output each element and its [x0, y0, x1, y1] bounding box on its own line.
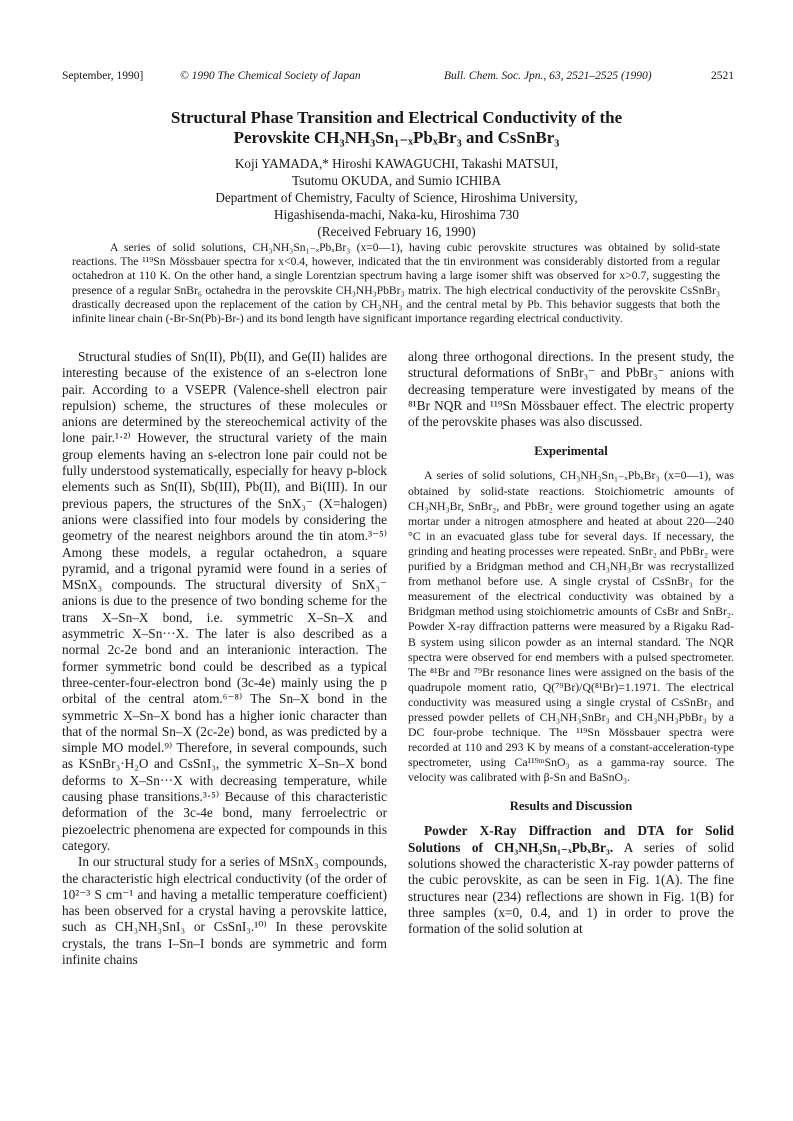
running-head [62, 70, 734, 86]
author-line-2: Tsutomu OKUDA, and Sumio ICHIBA [292, 173, 501, 188]
author-line-1: Koji YAMADA,* Hiroshi KAWAGUCHI, Takashi MATSUI, [234, 156, 559, 171]
copyright-notice: © 1990 The Chemical Society of Japan [180, 70, 361, 82]
intro-paragraph-1: Structural studies of Sn(II), Pb(II), and Ge(II) halides are interesting because of the existence of an s-electron lone pair. According to a VSEPR (Valence-shell electron pair repulsion) scheme, the structures of these molecules or anions are determined by the stereochemical activity of the lone pair.¹·²⁾ However, the structural variety of the main group elements having an s-electron lone pair could not be fully understood systematically, especially for heavy p-block elements such as Sn(II), Sb(III), Pb(II), and Bi(III). In our previous papers, the structures of the SnX₃⁻ (X=halogen) anions were classified into four models by considering the geometry of the nearest neighbors around the tin atom.³⁻⁵⁾ Among these models, a regular octahedron, a square pyramid, and a trigonal pyramid were found in a series of MSnX₃ compounds. The structural diversity of SnX₃⁻ anions is due to the presence of two bonding scheme for the trans X–Sn–X bond, i.e. symmetric X–Sn–X and asymmetric X–Sn···X. The later is also described as a normal 2c-2e bond and an interanionic interaction. The former symmetric bond could be described as a typical three-center-four-electron bond (3c-4e) mainly using the p orbital of the central atom.⁶⁻⁸⁾ The Sn–X bond in the symmetric X–Sn–X bond has a higher ionic character than that of the normal Sn–X (2c-2e) bond, as was predicted by a simple MO model.⁹⁾ Therefore, in several compounds, such as KSnBr₃·H₂O and CsSnI₃, the symmetric X–Sn–X bond deforms to X–Sn···X with decreasing temperature, while causing phase transitions.³·⁵⁾ Because of this characteristic deformation of the 3c-4e bond, many ferroelectric or piezoelectric phenomena are expected for compounds in this category. [62, 349, 387, 853]
intro-paragraph-2: In our structural study for a series of MSnX₃ compounds, the characteristic high electrical conductivity (of the order of 10²⁻³ S cm⁻¹ and having a metallic temperature coefficient) has been observed for a crystal having a perovskite lattice, such as CH₃NH₃SnI₃ or CsSnI₃.¹⁰⁾ In these perovskite crystals, the trans I–Sn–I bonds are symmetric and form infinite chains [62, 854, 387, 967]
title-line-2: Perovskite CH₃NH₃Sn₁₋ₓPbₓBr₃ and CsSnBr₃ [233, 128, 560, 147]
right-column [408, 349, 734, 938]
results-paragraph [408, 823, 734, 937]
issue-date: September, 1990] [62, 70, 144, 82]
intro-paragraph-3: along three orthogonal directions. In the present study, the structural deformations of SnBr₃⁻ and PbBr₃⁻ anions with decreasing temperature were investigated by means of the ⁸¹Br NQR and ¹¹⁹Sn Mössbauer effect. The electric property of the perovskite phases was also discussed. [408, 349, 734, 430]
affiliation-line-1: Department of Chemistry, Faculty of Science, Hiroshima University, [215, 190, 578, 205]
experimental-paragraph: A series of solid solutions, CH₃NH₃Sn₁₋ₓPbₓBr₃ (x=0—1), was obtained by solid-state reactions. Stoichiometric amounts of CH₃NH₃Br, SnBr₂, and PbBr₂ were ground together using an agate mortar under a nitrogen atmosphere and heated at about 220—240 °C in an evacuated glass tube for several days. If necessary, the grinding and heating processes were repeated. SnBr₂ and PbBr₂ were purified by a Bridgman method and CH₃NH₃Br was recrystallized from methanol before use. A single crystal of CsSnBr₃ for the measurement of the electrical conductivity was obtained by a Bridgman method using stoichiometric amounts of CsBr and SnBr₂. Powder X-ray diffraction patterns were measured by a Rigaku Rad-B system using silicon powder as an internal standard. The NQR spectra were observed for end members with a pulsed spectrometer. The ⁸¹Br and ⁷⁹Br resonance lines were assigned on the basis of the quadrupole moment ratio, Q(⁷⁹Br)/Q(⁸¹Br)=1.1971. The electrical conductivity was measured using a single crystal of CsSnBr₃ and pressed powder pellets of CH₃NH₃SnBr₃ and CH₃NH₃PbBr₃ by a DC four-probe technique. The ¹¹⁹Sn Mössbauer spectra were recorded at 110 and 293 K by means of a constant-acceleration-type spectrometer, using Ca¹¹⁹ᵐSnO₃ as a gamma-ray source. The velocity was calibrated with β-Sn and BaSnO₃. [408, 468, 734, 785]
received-date: (Received February 16, 1990) [317, 224, 476, 239]
page-number: 2521 [711, 70, 734, 82]
results-subheading: Powder X-Ray Diffraction and DTA for Solid Solutions of CH₃NH₃Sn₁₋ₓPbₓBr₃. [408, 823, 734, 855]
results-text: A series of solid solutions showed the characteristic X-ray powder patterns of the cubic perovskite, as can be seen in Fig. 1(A). The fine structures near (234) reflections are shown in Fig. 1(B) for three samples (x=0, 0.4, and 1) in order to prove the formation of the solid solution at [408, 839, 734, 937]
abstract-text: A series of solid solutions, CH₃NH₃Sn₁₋ₓPbₓBr₃ (x=0—1), having cubic perovskite structures was obtained by solid-state reactions. The ¹¹⁹Sn Mössbauer spectra for x<0.4, however, indicated that the tin environment was considerably distorted from a regular octahedron at 110 K. On the other hand, a single Lorentzian spectrum having a large isomer shift was observed for x>0.7, suggesting the presence of a regular SnBr₆ octahedra in the perovskite CH₃NH₃PbBr₃ matrix. The high electrical conductivity of the perovskite CsSnBr₃ drastically decreased upon the replacement of the cation by CH₃NH₃ and the central metal by Pb. This behavior suggests that both the infinite linear chain (-Br-Sn(Pb)-Br-) and its bond length have significant importance regarding electrical conductivity. [72, 241, 720, 326]
results-heading: Results and Discussion [509, 799, 633, 814]
author-block [60, 155, 733, 240]
experimental-heading: Experimental [534, 444, 608, 459]
affiliation-line-2: Higashisenda-machi, Naka-ku, Hiroshima 730 [273, 207, 519, 222]
left-column [62, 349, 387, 968]
abstract [72, 241, 720, 326]
journal-citation: Bull. Chem. Soc. Jpn., 63, 2521–2525 (1990) [444, 70, 652, 82]
title-line-1: Structural Phase Transition and Electrical Conductivity of the [170, 108, 623, 127]
article-title [60, 108, 733, 148]
